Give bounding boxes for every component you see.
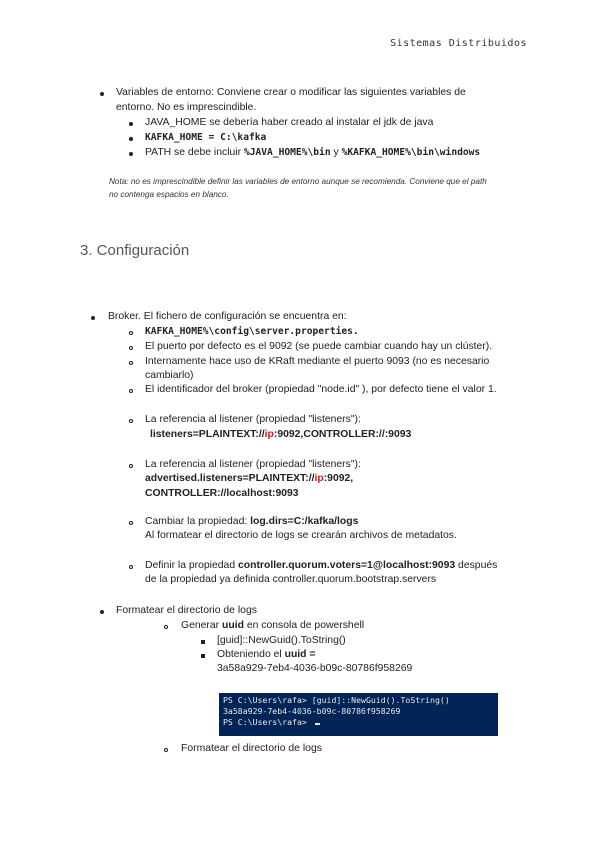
kafka-home-item: KAFKA_HOME = C:\kafka (145, 132, 267, 143)
adv-listener-label: La referencia al listener (propiedad "listeners"): (145, 459, 361, 470)
bullet-ring (164, 625, 168, 629)
console-line2: 3a58a929-7eb4-4036-b09c-80786f958269 (223, 706, 401, 716)
broker-config-file: KAFKA_HOME%\config\server.properties. (145, 326, 359, 337)
quorum-line1 (145, 559, 497, 573)
quorum-suffix: después (455, 560, 498, 571)
bullet-ring (129, 346, 133, 350)
listener-value-b: :9092,CONTROLLER://:9093 (273, 429, 412, 440)
bullet-dot (129, 152, 133, 156)
obtaining-bold: uuid = (284, 649, 316, 660)
broker-kraft-line2: cambiarlo) (145, 370, 194, 381)
obtaining-prefix: Obteniendo el (217, 649, 285, 660)
bullet-ring (129, 361, 133, 365)
broker-kraft-line1: Internamente hace uso de KRaft mediante el puerto 9093 (no es necesario (145, 356, 490, 367)
bullet-ring (164, 748, 168, 752)
bullet-dot (129, 122, 133, 126)
bullet-square (201, 654, 205, 658)
console-prompt: PS C:\Users\rafa> (223, 717, 312, 727)
broker-intro: Broker. El fichero de configuración se encuentra en: (108, 311, 347, 322)
note-line2: no contenga espacios en blanco. (109, 190, 229, 199)
path-prefix: PATH se debe incluir (145, 147, 244, 158)
logdirs-value: log.dirs=C:/kafka/logs (250, 516, 359, 527)
logdirs-prefix: Cambiar la propiedad: (145, 516, 251, 527)
quorum-prefix: Definir la propiedad (145, 560, 238, 571)
bullet-ring (129, 389, 133, 393)
quorum-value: controller.quorum.voters=1@localhost:9093 (238, 560, 456, 571)
listener-value (150, 428, 411, 442)
console-line3 (223, 717, 494, 728)
console-line1: PS C:\Users\rafa> [guid]::NewGuid().ToString() (223, 695, 450, 705)
logdirs-line2: Al formatear el directorio de logs se crearán archivos de metadatos. (145, 530, 457, 541)
listener-ip: ip (264, 429, 274, 440)
adv-value-a: advertised.listeners=PLAINTEXT:// (145, 473, 315, 484)
env-intro-line2: entorno. No es imprescindible. (116, 102, 257, 113)
bullet-dot (129, 137, 133, 141)
bullet-ring (129, 565, 133, 569)
bullet-ring (129, 464, 133, 468)
powershell-screenshot (219, 693, 498, 736)
bullet-ring (129, 331, 133, 335)
console-cursor (315, 723, 320, 725)
bullet-dot (91, 316, 95, 320)
quorum-line2: de la propiedad ya definida controller.quorum.bootstrap.servers (145, 574, 437, 585)
bullet-dot (100, 92, 104, 96)
note-line1: Nota: no es imprescindible definir las variables de entorno aunque se recomienda. Conviene que el path (109, 177, 487, 186)
path-and: y (330, 147, 342, 158)
bullet-ring (129, 419, 133, 423)
gen-suffix: en consola de powershell (243, 620, 365, 631)
bullet-ring (129, 521, 133, 525)
format-title: Formatear el directorio de logs (116, 605, 257, 616)
gen-prefix: Generar (181, 620, 223, 631)
java-home-item: JAVA_HOME se debería haber creado al instalar el jdk de java (145, 117, 434, 128)
guid-command: [guid]::NewGuid().ToString() (217, 635, 346, 646)
logdirs-line1 (145, 515, 358, 529)
broker-port: El puerto por defecto es el 9092 (se puede cambiar cuando hay un clúster). (145, 341, 493, 352)
listener-value-a: listeners=PLAINTEXT:// (150, 429, 265, 440)
bullet-square (201, 640, 205, 644)
bullet-dot (100, 610, 104, 614)
listener-label: La referencia al listener (propiedad "listeners"): (145, 414, 361, 425)
adv-controller: CONTROLLER://localhost:9093 (145, 488, 299, 499)
path-item (145, 146, 480, 160)
section-heading: 3. Configuración (80, 242, 190, 259)
gen-bold: uuid (222, 620, 244, 631)
obtaining-uuid (217, 648, 315, 662)
adv-ip: ip (314, 473, 324, 484)
adv-value-b: :9092, (323, 473, 354, 484)
uuid-value: 3a58a929-7eb4-4036-b09c-80786f958269 (217, 663, 413, 674)
adv-listener-value (145, 472, 353, 486)
env-intro-line1: Variables de entorno: Conviene crear o modificar las siguientes variables de (116, 87, 466, 98)
path-code-kafka: %KAFKA_HOME%\bin\windows (341, 147, 481, 158)
page-header-title: Sistemas Distribuidos (390, 38, 527, 49)
path-code-java: %JAVA_HOME%\bin (243, 147, 331, 158)
broker-node-id: El identificador del broker (propiedad "node.id" ), por defecto tiene el valor 1. (145, 384, 497, 395)
format-logs-item: Formatear el directorio de logs (181, 743, 322, 754)
generate-uuid (181, 619, 364, 633)
